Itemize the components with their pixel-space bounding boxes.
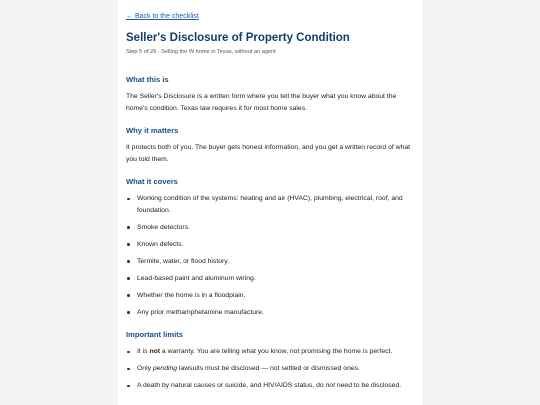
list-item: Working condition of the systems: heating and air (HVAC), plumbing, electrical, roof, and foundation. (126, 193, 414, 216)
list-item: Smoke detectors. (126, 222, 414, 234)
list-item: Termite, water, or flood history. (126, 256, 414, 268)
limits-list (126, 346, 414, 392)
emphasis: pending (152, 365, 178, 372)
list-item (126, 380, 414, 392)
list-item: Known defects. (126, 239, 414, 251)
list-item: Any prior methamphetamine manufacture. (126, 307, 414, 319)
section-heading: Important limits (126, 330, 183, 339)
covers-list (126, 193, 414, 318)
section-why-it-matters (126, 126, 414, 165)
limit-text: lawsuits must be disclosed — not settled or dismissed ones. (177, 365, 360, 372)
limit-text: Only (137, 365, 153, 372)
limit-text: a warranty. You are telling what you know, not promising the home is perfect. (160, 348, 393, 355)
section-heading: What this is (126, 75, 169, 84)
list-item: Whether the home is in a floodplain. (126, 290, 414, 302)
section-heading: What it covers (126, 177, 178, 186)
content-page (118, 0, 422, 405)
emphasis: not (149, 348, 161, 355)
limit-text: A death by natural causes or suicide, and HIV/AIDS status, do (137, 382, 326, 389)
emphasis: not (325, 382, 335, 389)
section-body: It protects both of you. The buyer gets honest information, and you get a written record of what you told them. (126, 144, 410, 163)
section-heading: Why it matters (126, 126, 179, 135)
section-what-it-covers (126, 177, 414, 318)
list-item (126, 346, 414, 358)
page-title: Seller's Disclosure of Property Condition (126, 32, 350, 44)
back-to-checklist-link[interactable]: ← Back to the checklist (126, 13, 199, 20)
limit-text: need to be disclosed. (334, 382, 402, 389)
section-body: The Seller's Disclosure is a written form where you tell the buyer what you know about the home's condition. Texas law requires it for most home sales. (126, 93, 397, 112)
limit-text: It is (137, 348, 150, 355)
section-important-limits (126, 330, 414, 392)
step-indicator: Step 5 of 29 · Selling the W home in Texas, without an agent (126, 49, 276, 55)
section-what-this-is (126, 75, 414, 114)
list-item (126, 363, 414, 375)
list-item: Lead-based paint and aluminum wiring. (126, 273, 414, 285)
